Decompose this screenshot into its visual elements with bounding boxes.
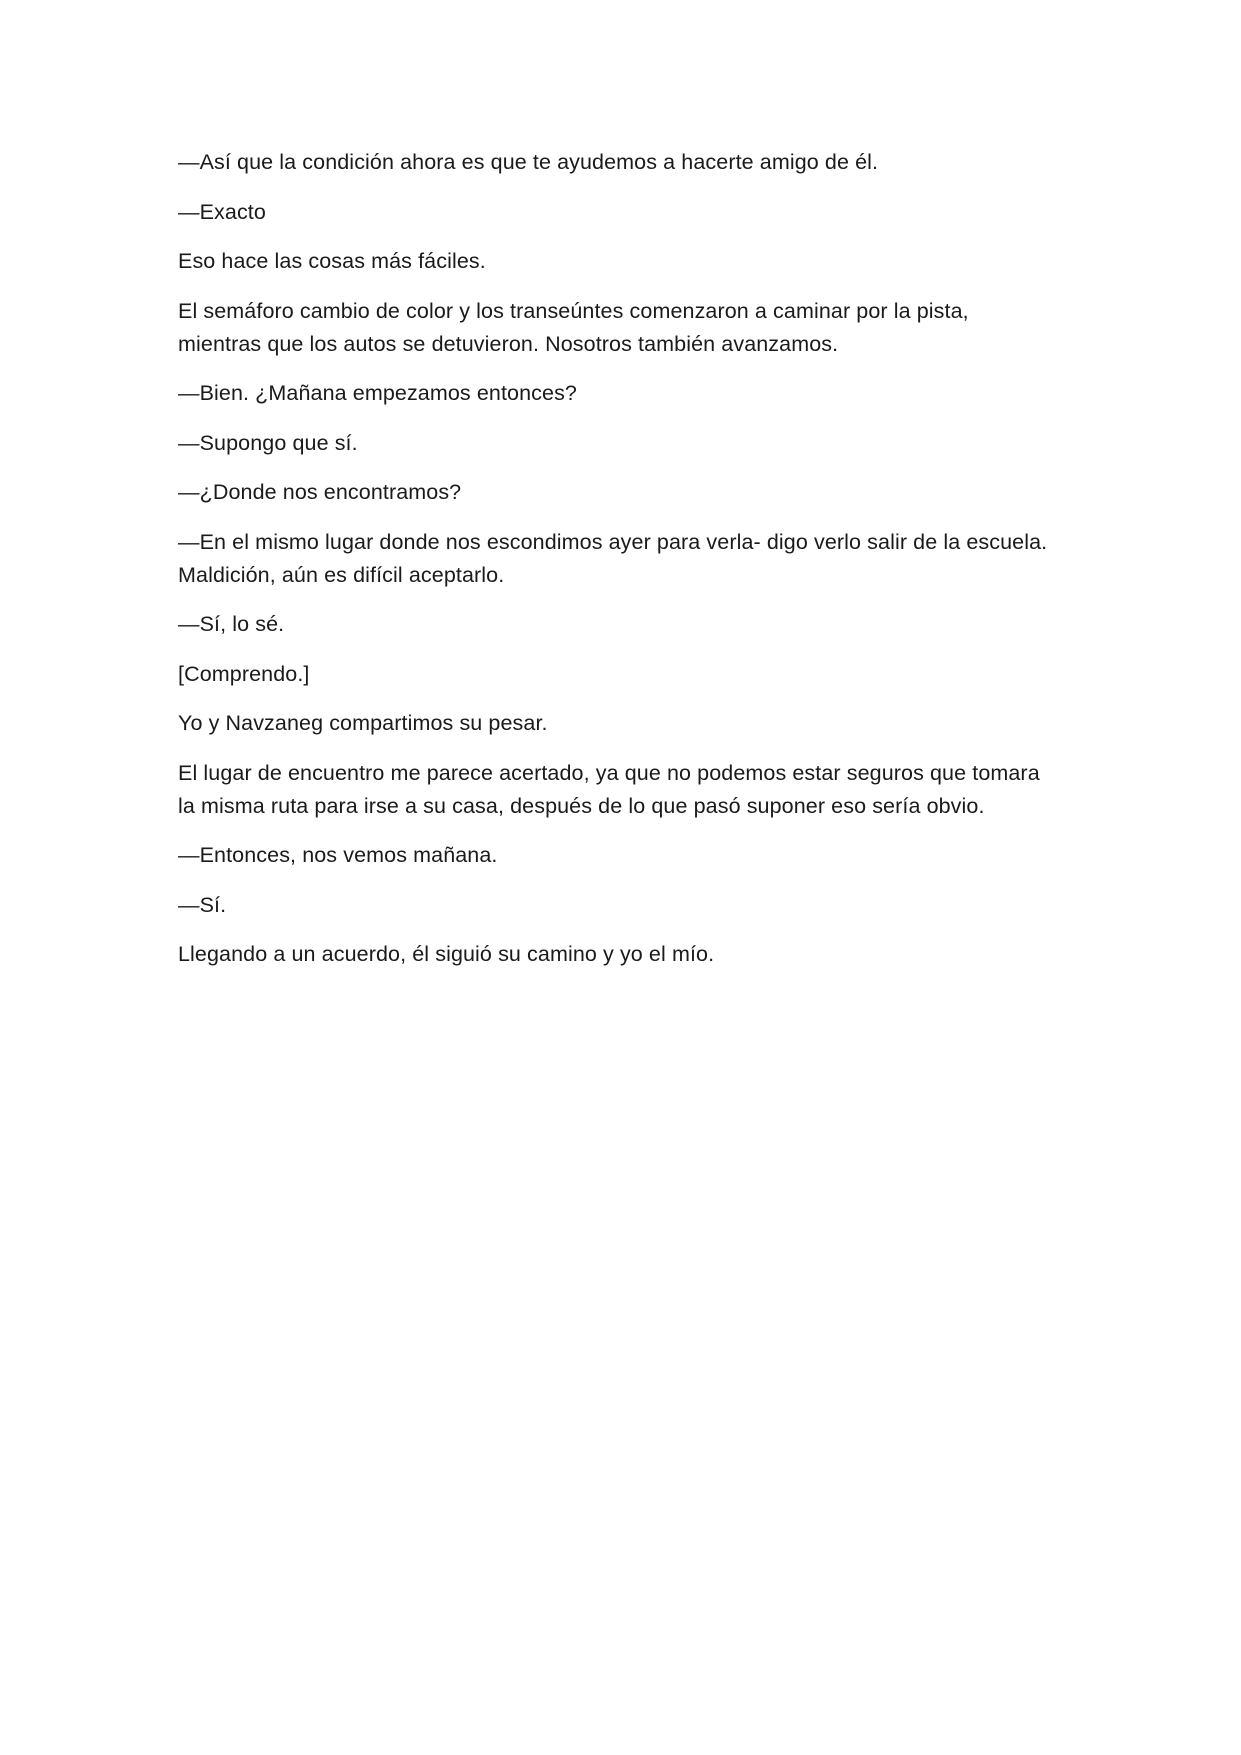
paragraph-1: —Así que la condición ahora es que te ayudemos a hacerte amigo de él.: [178, 150, 879, 174]
paragraph-13: —Entonces, nos vemos mañana.: [178, 843, 498, 867]
document-body: [178, 146, 1058, 988]
paragraph-2: —Exacto: [178, 199, 266, 224]
paragraph-15: Llegando a un acuerdo, él siguió su camino y yo el mío.: [178, 942, 715, 966]
paragraph-5: —Bien. ¿Mañana empezamos entonces?: [178, 381, 577, 405]
paragraph-12: El lugar de encuentro me parece acertado, ya que no podemos estar seguros que tomara la misma ruta para irse a su casa, después de lo que pasó suponer eso sería obvio.: [178, 760, 1040, 818]
paragraph-4: El semáforo cambio de color y los transeúntes comenzaron a caminar por la pista, mientras que los autos se detuvieron. Nosotros también avanzamos.: [178, 298, 969, 356]
paragraph-7: —¿Donde nos encontramos?: [178, 480, 462, 504]
paragraph-9: —Sí, lo sé.: [178, 612, 285, 636]
paragraph-14: —Sí.: [178, 892, 227, 917]
paragraph-10: [Comprendo.]: [178, 661, 310, 686]
paragraph-3: Eso hace las cosas más fáciles.: [178, 249, 486, 273]
paragraph-8: —En el mismo lugar donde nos escondimos ayer para verla- digo verlo salir de la escuela. Maldición, aún es difícil aceptarlo.: [178, 529, 1048, 587]
paragraph-6: —Supongo que sí.: [178, 430, 358, 455]
paragraph-11: Yo y Navzaneg compartimos su pesar.: [178, 711, 548, 735]
